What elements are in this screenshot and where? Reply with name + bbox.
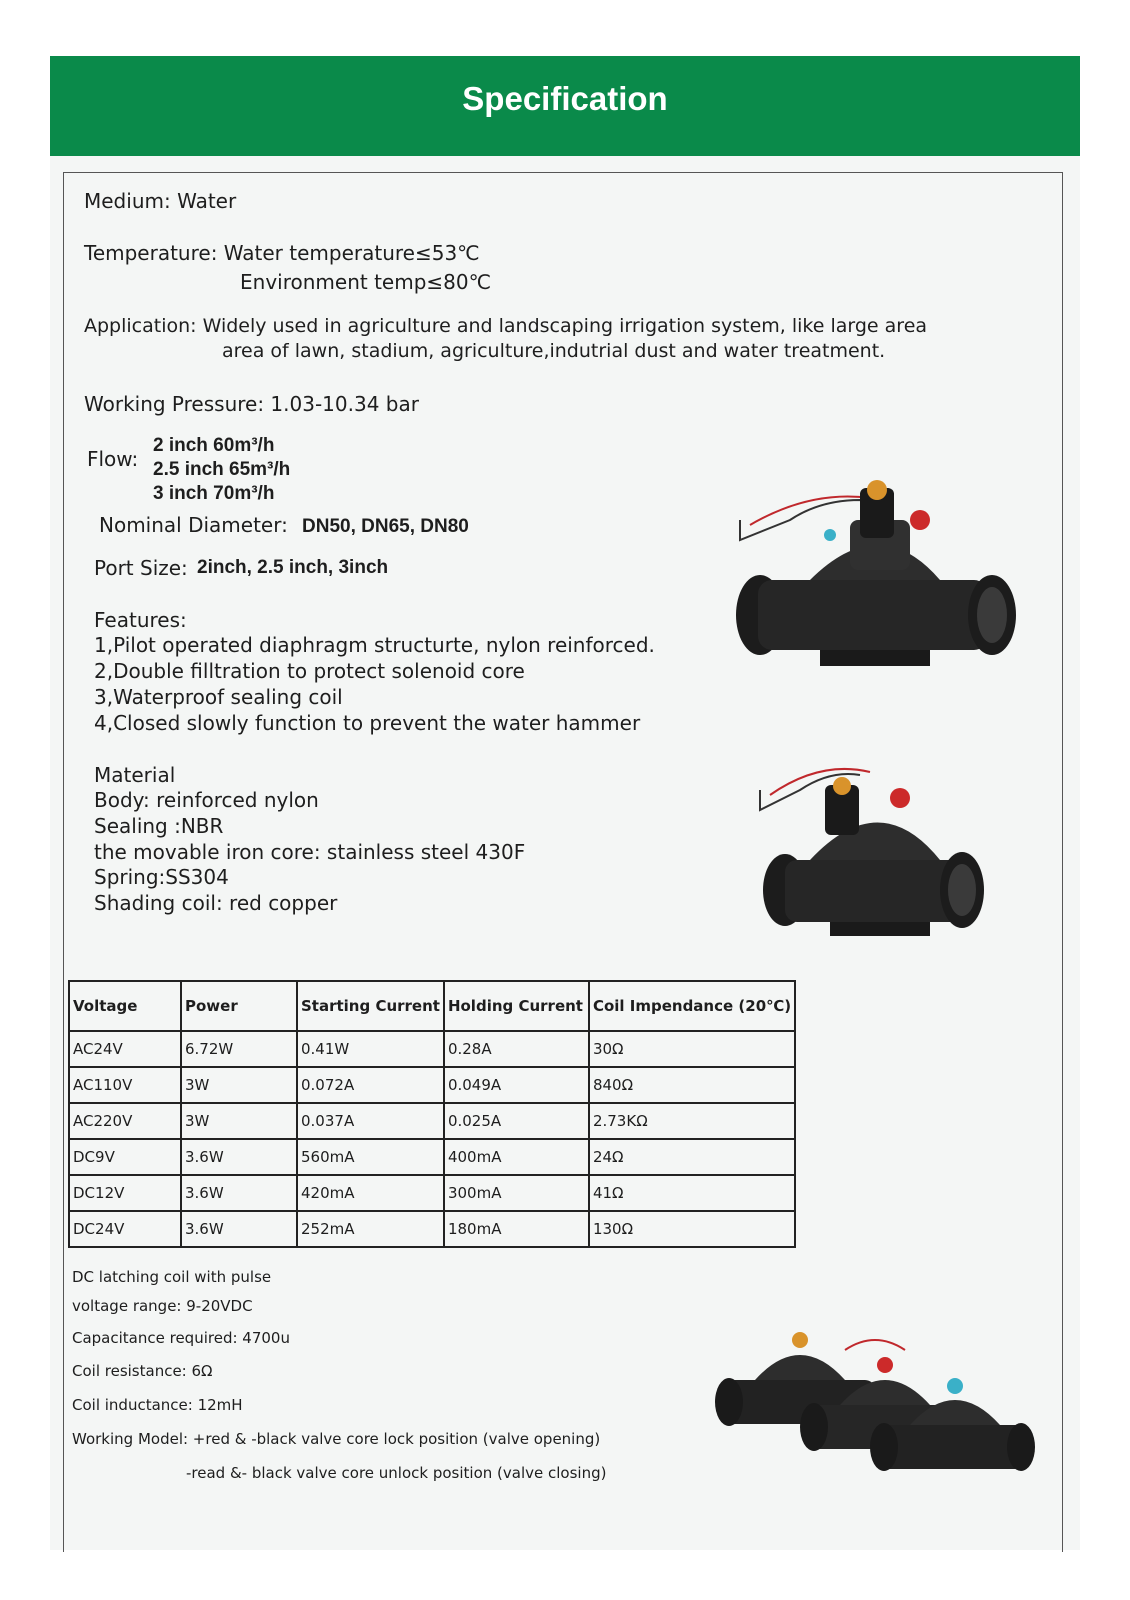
table-cell: 3.6W bbox=[181, 1139, 297, 1175]
table-cell: 6.72W bbox=[181, 1031, 297, 1067]
latching-note: Capacitance required: 4700u bbox=[72, 1329, 290, 1347]
spec-working-pressure: Working Pressure: 1.03-10.34 bar bbox=[84, 392, 419, 416]
table-cell: DC9V bbox=[69, 1139, 181, 1175]
table-cell: 840Ω bbox=[589, 1067, 795, 1103]
electrical-spec-table bbox=[68, 980, 796, 1248]
solenoid-valve-image bbox=[750, 760, 990, 960]
latching-note: voltage range: 9-20VDC bbox=[72, 1297, 253, 1315]
table-row bbox=[69, 1031, 795, 1067]
spec-flow-item: 3 inch 70m³/h bbox=[153, 483, 275, 504]
table-cell: 420mA bbox=[297, 1175, 444, 1211]
latching-note: DC latching coil with pulse bbox=[72, 1268, 272, 1286]
table-cell: 252mA bbox=[297, 1211, 444, 1247]
table-cell: 0.025A bbox=[444, 1103, 589, 1139]
spec-flow-item: 2.5 inch 65m³/h bbox=[153, 459, 291, 480]
table-cell: 300mA bbox=[444, 1175, 589, 1211]
table-cell: 180mA bbox=[444, 1211, 589, 1247]
features-title: Features: bbox=[94, 608, 187, 632]
table-cell: 3W bbox=[181, 1103, 297, 1139]
material-item: Spring:SS304 bbox=[94, 865, 229, 889]
table-row bbox=[69, 1175, 795, 1211]
spec-nominal-label: Nominal Diameter: bbox=[99, 513, 288, 537]
spec-flow-label: Flow: bbox=[87, 447, 139, 471]
table-cell: 24Ω bbox=[589, 1139, 795, 1175]
feature-item: 4,Closed slowly function to prevent the water hammer bbox=[94, 711, 641, 735]
spec-application-line1: Application: Widely used in agriculture and landscaping irrigation system, like large area bbox=[84, 315, 928, 337]
table-cell: AC24V bbox=[69, 1031, 181, 1067]
spec-flow-item: 2 inch 60m³/h bbox=[153, 435, 275, 456]
feature-item: 1,Pilot operated diaphragm structurte, nylon reinforced. bbox=[94, 633, 655, 657]
table-row bbox=[69, 1103, 795, 1139]
col-voltage-header: Voltage bbox=[69, 981, 181, 1031]
table-cell: 2.73KΩ bbox=[589, 1103, 795, 1139]
spec-medium: Medium: Water bbox=[84, 189, 237, 213]
table-cell: 130Ω bbox=[589, 1211, 795, 1247]
spec-port-value: 2inch, 2.5 inch, 3inch bbox=[197, 557, 389, 578]
table-row bbox=[69, 1211, 795, 1247]
table-cell: 3W bbox=[181, 1067, 297, 1103]
header-banner bbox=[50, 56, 1080, 156]
table-cell: 0.037A bbox=[297, 1103, 444, 1139]
solenoid-valve-image bbox=[730, 480, 1020, 690]
latching-note: Coil resistance: 6Ω bbox=[72, 1362, 213, 1380]
material-item: Sealing :NBR bbox=[94, 814, 224, 838]
table-cell: DC12V bbox=[69, 1175, 181, 1211]
table-cell: 560mA bbox=[297, 1139, 444, 1175]
table-cell: 0.049A bbox=[444, 1067, 589, 1103]
col-power-header: Power bbox=[181, 981, 297, 1031]
table-cell: 30Ω bbox=[589, 1031, 795, 1067]
table-cell: 3.6W bbox=[181, 1175, 297, 1211]
col-coil-impedance-header: Coil Impendance (20℃) bbox=[589, 981, 795, 1031]
table-header-row bbox=[69, 981, 795, 1031]
spec-temperature-water: Temperature: Water temperature≤53℃ bbox=[84, 241, 480, 265]
col-starting-current-header: Starting Current bbox=[297, 981, 444, 1031]
spec-temperature-env: Environment temp≤80℃ bbox=[240, 270, 492, 294]
col-holding-current-header: Holding Current bbox=[444, 981, 589, 1031]
table-cell: 41Ω bbox=[589, 1175, 795, 1211]
table-cell: 0.41W bbox=[297, 1031, 444, 1067]
feature-item: 2,Double filltration to protect solenoid core bbox=[94, 659, 525, 683]
latching-note: -read &- black valve core unlock position (valve closing) bbox=[186, 1464, 607, 1482]
table-cell: 400mA bbox=[444, 1139, 589, 1175]
material-item: Shading coil: red copper bbox=[94, 891, 338, 915]
table-cell: 0.28A bbox=[444, 1031, 589, 1067]
spec-nominal-value: DN50, DN65, DN80 bbox=[302, 516, 469, 537]
valve-group-image bbox=[715, 1320, 1035, 1480]
table-cell: AC220V bbox=[69, 1103, 181, 1139]
material-item: the movable iron core: stainless steel 430F bbox=[94, 840, 526, 864]
table-cell: DC24V bbox=[69, 1211, 181, 1247]
feature-item: 3,Waterproof sealing coil bbox=[94, 685, 343, 709]
latching-note: Working Model: +red & -black valve core lock position (valve opening) bbox=[72, 1430, 601, 1448]
latching-note: Coil inductance: 12mH bbox=[72, 1396, 243, 1414]
table-cell: 3.6W bbox=[181, 1211, 297, 1247]
spec-port-label: Port Size: bbox=[94, 556, 188, 580]
table-cell: 0.072A bbox=[297, 1067, 444, 1103]
material-title: Material bbox=[94, 763, 176, 787]
table-row bbox=[69, 1067, 795, 1103]
page-title: Specification bbox=[462, 80, 668, 117]
table-row bbox=[69, 1139, 795, 1175]
spec-application-line2: area of lawn, stadium, agriculture,indutrial dust and water treatment. bbox=[222, 340, 886, 362]
material-item: Body: reinforced nylon bbox=[94, 788, 319, 812]
table-cell: AC110V bbox=[69, 1067, 181, 1103]
